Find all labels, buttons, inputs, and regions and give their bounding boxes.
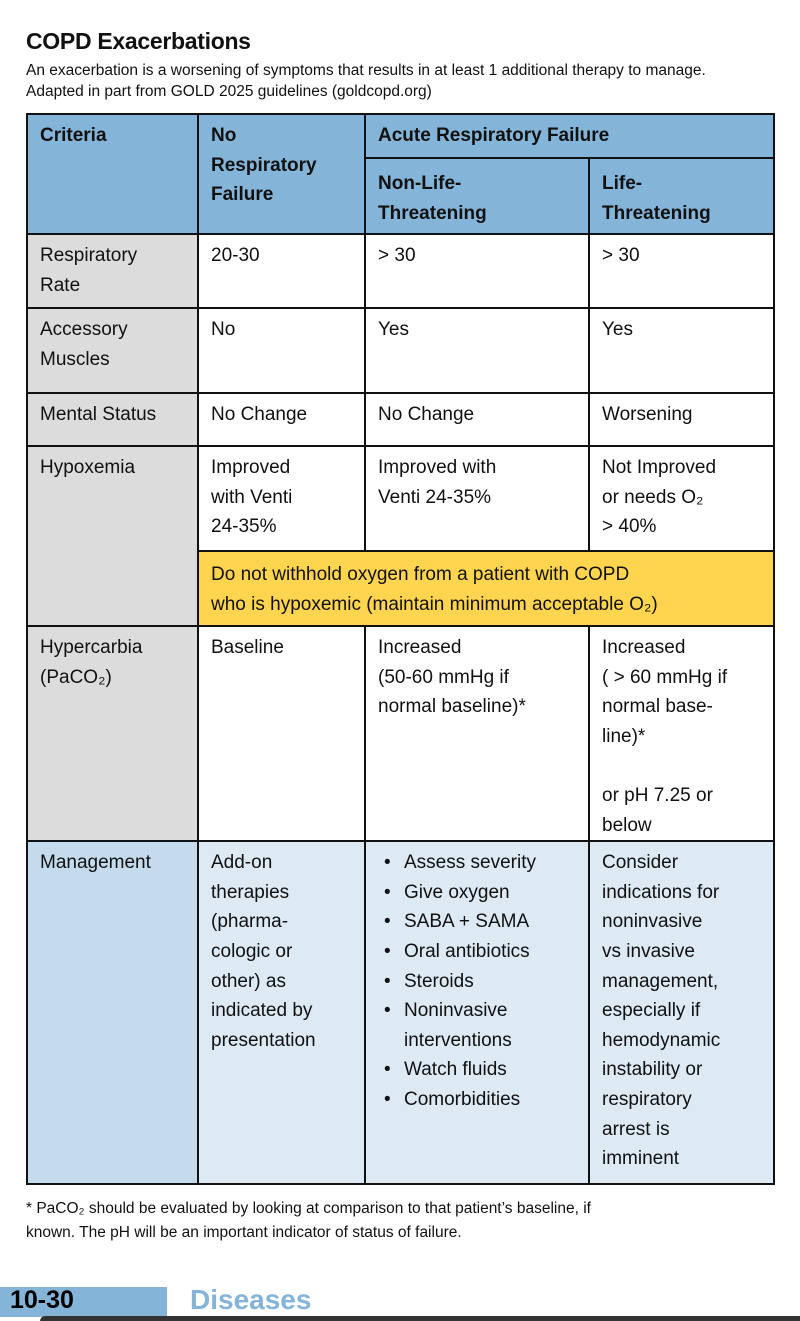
copd-exacerbation-table <box>26 113 775 1185</box>
cell-life: Yes <box>589 308 774 393</box>
table-row <box>27 234 774 308</box>
list-item: • Comorbidities <box>382 1085 580 1115</box>
section-title: Diseases <box>190 1284 312 1315</box>
cell-life: Consider indications for noninvasive vs invasive management, especially if hemodynamic instability or respiratory arrest is imminent <box>589 841 774 1184</box>
cell-non-life: No Change <box>365 393 589 446</box>
cell-no-failure: Improved with Venti 24-35% <box>198 446 365 551</box>
cell-no-failure: No <box>198 308 365 393</box>
cell-non-life: Improved with Venti 24-35% <box>365 446 589 551</box>
cell-no-failure: Add-on therapies (pharma- cologic or other) as indicated by presentation <box>198 841 365 1184</box>
oxygen-warning-note: Do not withhold oxygen from a patient with COPD who is hypoxemic (maintain minimum acceptable O₂) <box>198 551 774 626</box>
list-item: • Steroids <box>382 967 580 997</box>
row-criteria: Hypercarbia (PaCO₂) <box>27 626 198 841</box>
cell-life: Worsening <box>589 393 774 446</box>
row-criteria: Management <box>27 841 198 1184</box>
page-number: 10-30 <box>10 1286 74 1314</box>
list-item: • Give oxygen <box>382 878 580 908</box>
cell-non-life: Increased (50-60 mmHg if normal baseline)* <box>365 626 589 841</box>
footnote: * PaCO₂ should be evaluated by looking at comparison to that patient’s baseline, if known. The pH will be an important indicator of status of failure. <box>26 1200 591 1241</box>
list-item: • Watch fluids <box>382 1055 580 1085</box>
page-subtitle: An exacerbation is a worsening of symptoms that results in at least 1 additional therapy to manage. Adapted in part from GOLD 2025 guidelines (goldcopd.org) <box>26 62 706 100</box>
cell-non-life: Yes <box>365 308 589 393</box>
cell-life: Not Improved or needs O₂ > 40% <box>589 446 774 551</box>
row-criteria: Mental Status <box>27 393 198 446</box>
cell-no-failure: Baseline <box>198 626 365 841</box>
row-criteria: Respiratory Rate <box>27 234 198 308</box>
table-row <box>27 308 774 393</box>
page-title: COPD Exacerbations <box>26 28 251 54</box>
list-item: • Assess severity <box>382 848 580 878</box>
header-life-threatening: Life- Threatening <box>589 158 774 234</box>
table-row <box>27 626 774 841</box>
header-non-life-threatening: Non-Life- Threatening <box>365 158 589 234</box>
cell-no-failure: 20-30 <box>198 234 365 308</box>
header-acute-respiratory-failure: Acute Respiratory Failure <box>365 114 774 158</box>
row-criteria: Accessory Muscles <box>27 308 198 393</box>
header-no-respiratory-failure: No Respiratory Failure <box>198 114 365 234</box>
management-list <box>382 848 580 1114</box>
table-row <box>27 446 774 551</box>
cell-non-life: > 30 <box>365 234 589 308</box>
cell-non-life <box>365 841 589 1184</box>
cell-life: Increased ( > 60 mmHg if normal base- line)* or pH 7.25 or below <box>589 626 774 841</box>
row-criteria: Hypoxemia <box>27 446 198 626</box>
header-criteria: Criteria <box>27 114 198 234</box>
list-item: • Noninvasive interventions <box>382 996 580 1055</box>
cell-no-failure: No Change <box>198 393 365 446</box>
cell-life: > 30 <box>589 234 774 308</box>
table-row-management <box>27 841 774 1184</box>
list-item: • Oral antibiotics <box>382 937 580 967</box>
table-row <box>27 393 774 446</box>
list-item: • SABA + SAMA <box>382 907 580 937</box>
footer-bar <box>40 1316 800 1321</box>
